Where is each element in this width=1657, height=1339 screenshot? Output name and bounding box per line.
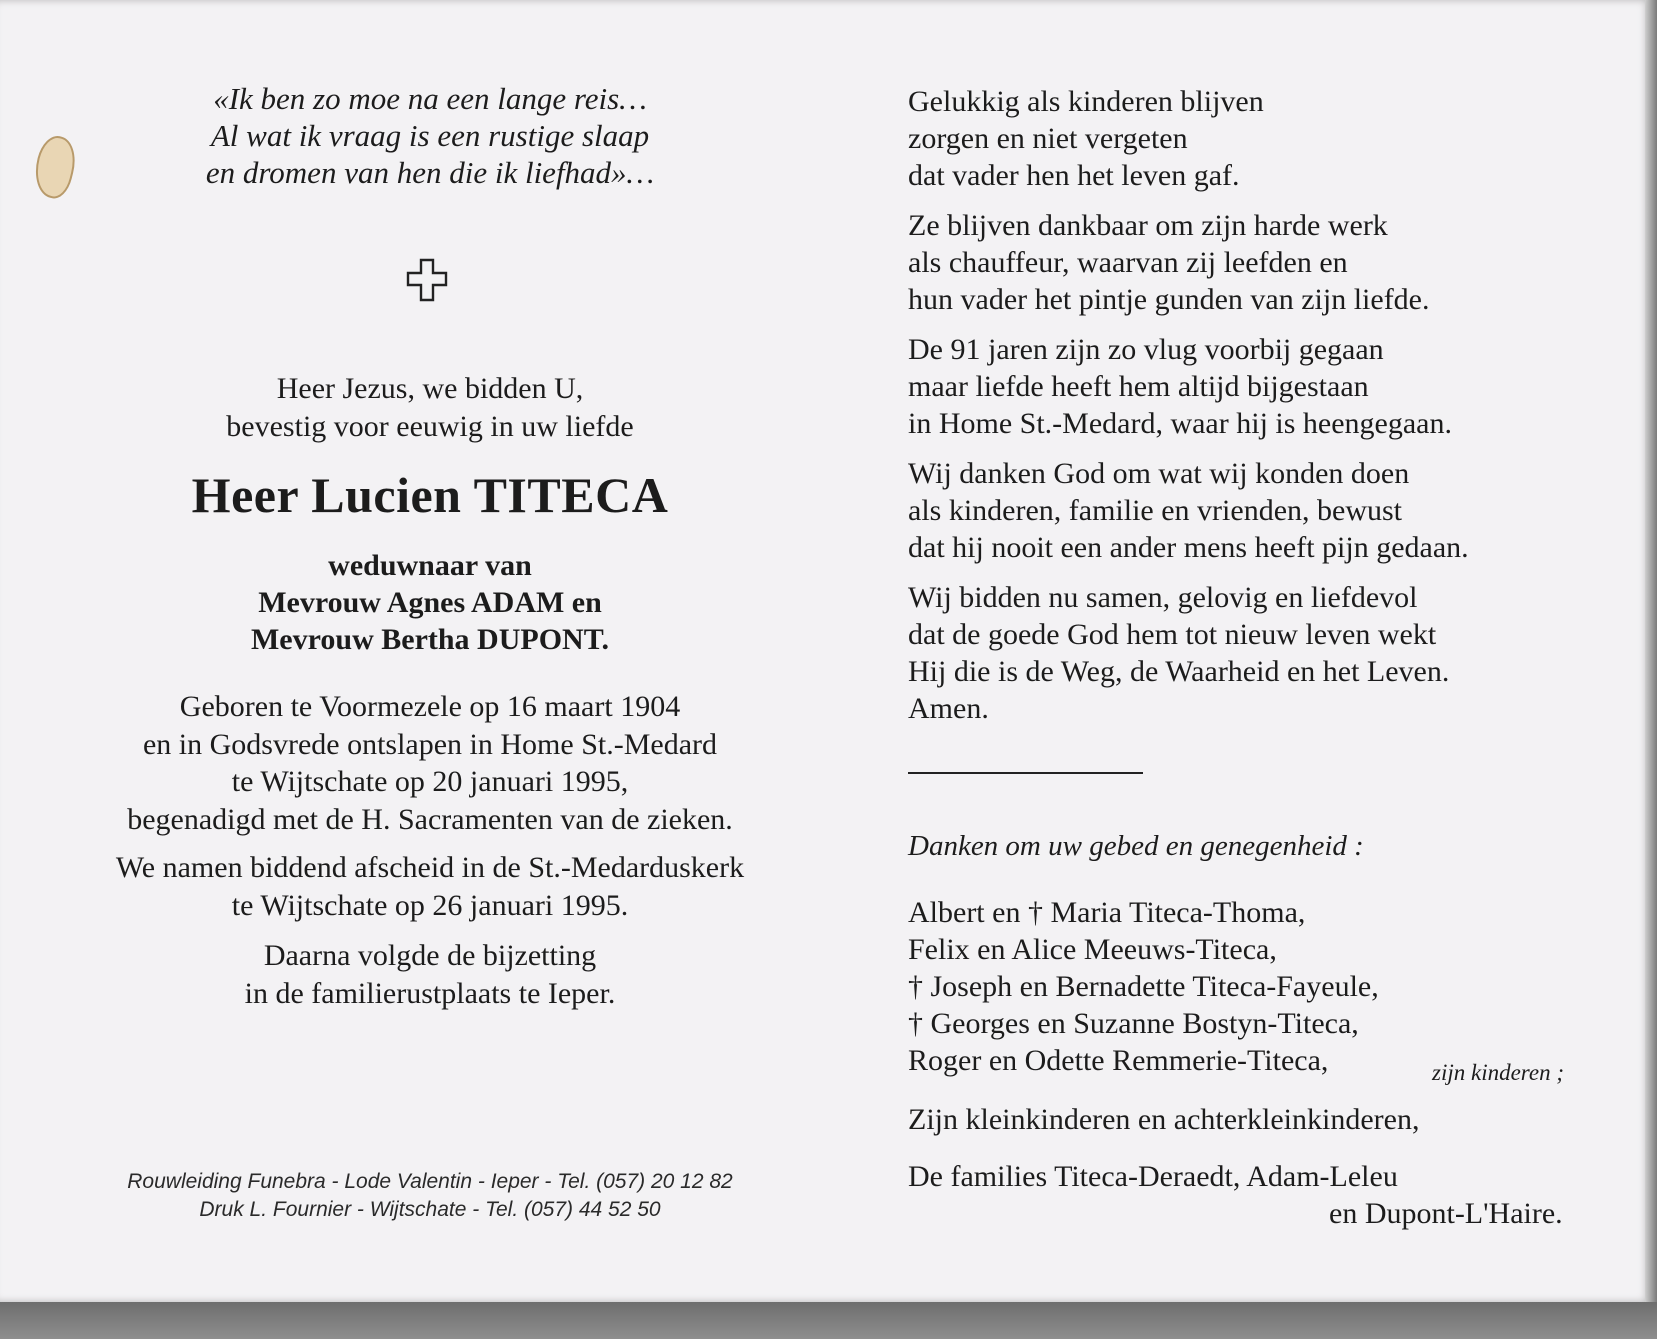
- stanza-line: Wij bidden nu samen, gelovig en liefdevol: [908, 581, 1418, 614]
- stanza-line: in Home St.-Medard, waar hij is heengegaan.: [908, 407, 1452, 440]
- poem-line: en dromen van hen die ik liefhad»…: [205, 155, 655, 190]
- child-line: † Georges en Suzanne Bostyn-Titeca,: [908, 1007, 1359, 1040]
- stanza-line: als kinderen, familie en vrienden, bewust: [908, 494, 1403, 527]
- prayer-line: Heer Jezus, we bidden U,: [276, 372, 584, 405]
- bio-line: begenadigd met de H. Sacramenten van de zieken.: [127, 802, 733, 836]
- widower-line: weduwnaar van: [328, 549, 532, 582]
- prayer-line: bevestig voor eeuwig in uw liefde: [226, 409, 634, 443]
- birth-death-block: [80, 688, 780, 838]
- thanks-heading: Danken om uw gebed en genegenheid :: [908, 830, 1364, 862]
- greek-cross-icon: [406, 258, 448, 307]
- credit-line: Rouwleiding Funebra - Lode Valentin - Ieper - Tel. (057) 20 12 82: [127, 1170, 733, 1193]
- stanza: [908, 331, 1452, 442]
- stanza: [908, 207, 1430, 318]
- farewell-line: te Wijtschate op 26 januari 1995.: [231, 888, 629, 922]
- stanza-line: Amen.: [908, 692, 989, 725]
- stanza-line: Hij die is de Weg, de Waarheid en het Leven.: [908, 655, 1450, 688]
- stanza-line: maar liefde heeft hem altijd bijgestaan: [908, 370, 1369, 403]
- children-list: [908, 894, 1379, 1079]
- bio-line: en in Godsvrede ontslapen in Home St.-Medard: [142, 727, 718, 761]
- stanza-line: dat hij nooit een ander mens heeft pijn gedaan.: [908, 531, 1469, 564]
- poem-line: «Ik ben zo moe na een lange reis…: [213, 81, 647, 116]
- bio-line: Geboren te Voormezele op 16 maart 1904: [179, 690, 681, 723]
- widower-line: Mevrouw Agnes ADAM en: [258, 586, 602, 619]
- burial-block: [80, 937, 780, 1012]
- stanza-line: Gelukkig als kinderen blijven: [908, 85, 1264, 118]
- page-edge: [1645, 0, 1657, 1302]
- divider-rule: [908, 772, 1143, 774]
- farewell-block: [80, 849, 780, 924]
- child-line: † Joseph en Bernadette Titeca-Fayeule,: [908, 970, 1379, 1003]
- printer-credits: [80, 1168, 780, 1224]
- prayer: [80, 370, 780, 445]
- stanza-line: als chauffeur, waarvan zij leefden en: [908, 246, 1348, 279]
- children-label: zijn kinderen ;: [1432, 1060, 1565, 1085]
- burial-line: in de familierustplaats te Ieper.: [244, 976, 616, 1010]
- poem-line: Al wat ik vraag is een rustige slaap: [210, 118, 650, 153]
- stain-mark: [29, 132, 81, 201]
- credit-line: Druk L. Fournier - Wijtschate - Tel. (057) 44 52 50: [199, 1198, 661, 1221]
- child-line: Albert en † Maria Titeca-Thoma,: [908, 896, 1306, 929]
- farewell-line: We namen biddend afscheid in de St.-Medarduskerk: [115, 851, 745, 884]
- stanza-line: Wij danken God om wat wij konden doen: [908, 457, 1410, 490]
- stanza: [908, 83, 1264, 194]
- families-line: De families Titeca-Deraedt, Adam-Leleu: [908, 1160, 1398, 1193]
- stanza-line: Ze blijven dankbaar om zijn harde werk: [908, 209, 1388, 242]
- stanza-line: hun vader het pintje gunden van zijn liefde.: [908, 283, 1430, 316]
- stanza-line: De 91 jaren zijn zo vlug voorbij gegaan: [908, 333, 1384, 366]
- grandchildren-line: Zijn kleinkinderen en achterkleinkinderen,: [908, 1103, 1420, 1136]
- widower-line: Mevrouw Bertha DUPONT.: [250, 623, 609, 656]
- burial-line: Daarna volgde de bijzetting: [263, 939, 597, 972]
- child-line: Roger en Odette Remmerie-Titeca,: [908, 1044, 1329, 1077]
- stanza: [908, 455, 1469, 566]
- stanza-line: dat vader hen het leven gaf.: [908, 159, 1240, 192]
- widower-block: [80, 547, 780, 658]
- opening-poem: [80, 80, 780, 191]
- child-line: Felix en Alice Meeuws-Titeca,: [908, 933, 1277, 966]
- deceased-name: Heer Lucien TITECA: [191, 467, 669, 523]
- stanza-line: zorgen en niet vergeten: [908, 122, 1188, 155]
- families-line: en Dupont-L'Haire.: [1329, 1197, 1563, 1230]
- bio-line: te Wijtschate op 20 januari 1995,: [231, 765, 629, 798]
- stanza: [908, 579, 1449, 727]
- scan-border: [0, 1302, 1657, 1339]
- stanza-line: dat de goede God hem tot nieuw leven wekt: [908, 618, 1437, 651]
